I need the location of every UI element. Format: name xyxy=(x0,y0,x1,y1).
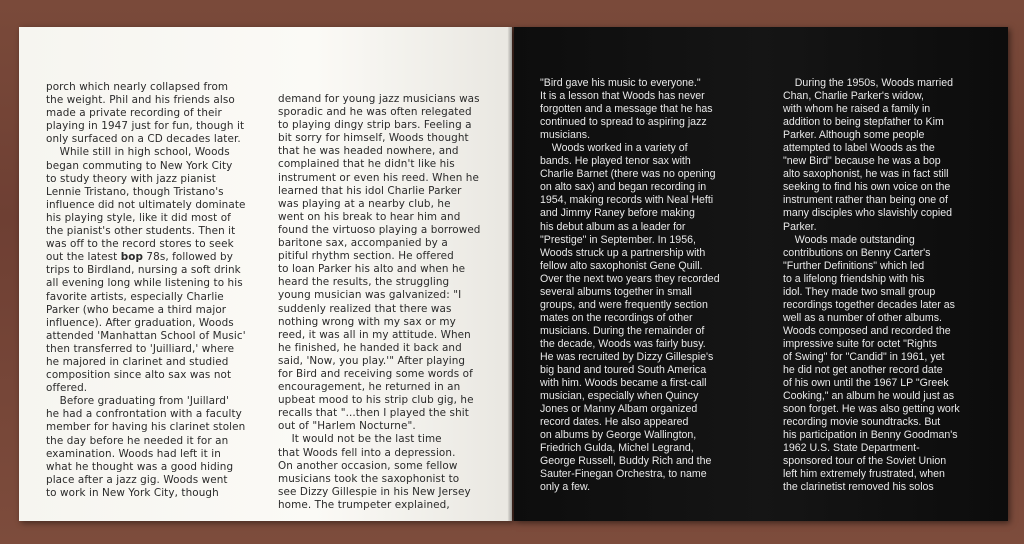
text-line: several albums together in small xyxy=(540,285,692,298)
text-line: to playing dingy strip bars. Feeling a xyxy=(278,119,472,132)
text-line: Woods composed and recorded the xyxy=(783,324,951,337)
text-line: bands. He played tenor sax with xyxy=(540,155,691,168)
text-line: upbeat mood to his strip club gig, he xyxy=(278,394,474,407)
text-line: pitiful rhythm section. He offered xyxy=(278,250,454,263)
text-line: recordings together decades later as xyxy=(783,298,955,311)
text-line: on alto sax) and began recording in xyxy=(540,181,707,194)
text-line: Woods made outstanding xyxy=(783,233,915,246)
text-line: During the 1950s, Woods married xyxy=(783,77,953,89)
text-line: only a few. xyxy=(540,481,591,494)
text-line: soon forget. He was also getting work xyxy=(783,403,960,416)
text-line: the weight. Phil and his friends also xyxy=(46,94,235,107)
text-line: mates on the recordings of other xyxy=(540,311,693,324)
text-line: It is a lesson that Woods has never xyxy=(540,90,705,103)
text-line: 1954, making records with Neal Hefti xyxy=(540,194,714,207)
text-line: Lennie Tristano, though Tristano's xyxy=(46,185,224,198)
text-line: home. The trumpeter explained, xyxy=(278,498,450,511)
text-line: on albums by George Wallington, xyxy=(540,429,697,442)
text-line: "Bird gave his music to everyone." xyxy=(540,77,701,89)
text-line: to study theory with jazz pianist xyxy=(46,172,216,185)
text-line: influence). After graduation, Woods xyxy=(46,316,234,329)
text-line: contributions on Benny Carter's xyxy=(783,246,931,259)
text-line: all evening long while listening to his xyxy=(46,277,243,290)
text-line: complained that he didn't like his xyxy=(278,158,455,171)
text-line: Chan, Charlie Parker's widow, xyxy=(783,90,924,103)
text-line: continued to spread to aspiring jazz xyxy=(540,116,707,129)
text-line: forgotten and a message that he has xyxy=(540,103,713,116)
text-line: "Further Definitions" which led xyxy=(783,259,925,272)
text-line: Charlie Barnet (there was no opening xyxy=(540,168,716,181)
text-line: attended 'Manhattan School of Music' xyxy=(46,329,246,342)
text-line: to a lifelong friendship with his xyxy=(783,272,925,285)
text-line: Parker (who became a third major xyxy=(46,303,227,316)
text-line: On another occasion, some fellow xyxy=(278,459,458,472)
text-line: musicians. During the remainder of xyxy=(540,324,705,337)
text-line: demand for young jazz musicians was xyxy=(278,93,480,105)
text-line: see Dizzy Gillespie in his New Jersey xyxy=(278,485,471,498)
text-line: idol. They made two small group xyxy=(783,285,936,298)
text-line: place after a jazz gig. Woods went xyxy=(46,473,228,486)
text-line: member for having his clarinet stolen xyxy=(46,421,246,434)
text-line: big band and toured South America xyxy=(540,364,707,377)
text-line: was off to the record stores to seek xyxy=(46,238,234,251)
text-line: found the virtuoso playing a borrowed xyxy=(278,223,481,236)
text-line: fellow alto saxophonist Gene Quill. xyxy=(540,259,703,272)
text-line: Over the next two years they recorded xyxy=(540,272,720,285)
text-line: the clarinetist removed his solos xyxy=(783,481,934,494)
text-line: recalls that "...then I played the shit xyxy=(278,407,469,420)
right-page-column-1 xyxy=(540,77,746,495)
text-line: his playing style, like it did most of xyxy=(46,211,231,224)
text-line: nothing wrong with my sax or my xyxy=(278,315,456,328)
text-line: to work in New York City, though xyxy=(46,486,219,499)
text-line: the decade, Woods was fairly busy. xyxy=(540,337,706,350)
text-line: out of "Harlem Nocturne". xyxy=(278,420,416,433)
right-page-column-2 xyxy=(783,77,985,495)
text-line: sporadic and he was often relegated xyxy=(278,106,472,119)
text-line: his participation in Benny Goodman's xyxy=(783,429,958,442)
text-line: suddenly realized that there was xyxy=(278,302,452,315)
text-line: instrument rather than being one of xyxy=(783,194,948,207)
text-line: addition to being stepfather to Kim xyxy=(783,116,944,129)
text-line: and Jimmy Raney before making xyxy=(540,207,695,220)
text-line: bit sorry for himself, Woods thought xyxy=(278,132,469,145)
text-line: Woods worked in a variety of xyxy=(540,142,688,155)
text-line: favorite artists, especially Charlie xyxy=(46,290,224,303)
text-line: Before graduating from 'Juillard' xyxy=(46,395,229,408)
text-line: Cooking," an album he would just as xyxy=(783,390,955,403)
text-line: he majored in clarinet and studied xyxy=(46,355,229,368)
text-line: of Swing" for "Candid" in 1961, yet xyxy=(783,350,945,363)
text-line: baritone sax, accompanied by a xyxy=(278,237,448,250)
text-line: groups, and were frequently section xyxy=(540,298,708,311)
text-line: offered. xyxy=(46,382,88,395)
text-line: many disciples who slavishly copied xyxy=(783,207,952,220)
booklet-left-page xyxy=(19,27,512,521)
text-line: It would not be the last time xyxy=(278,433,442,446)
text-line: said, 'Now, you play.'" After playing xyxy=(278,354,466,367)
text-line: learned that his idol Charlie Parker xyxy=(278,184,462,197)
text-line: George Russell, Buddy Rich and the xyxy=(540,455,712,468)
text-line: that Woods fell into a depression. xyxy=(278,446,456,459)
text-line: musicians took the saxophonist to xyxy=(278,472,460,485)
text-line: Jones or Manny Albam organized xyxy=(540,403,698,416)
text-line: his debut album as a leader for xyxy=(540,220,686,233)
text-line: While still in high school, Woods xyxy=(46,146,230,159)
text-line: went on his break to hear him and xyxy=(278,210,461,223)
text-line: that he was headed nowhere, and xyxy=(278,145,459,158)
left-page-column-1 xyxy=(46,81,252,500)
text-line: of his own until the 1967 LP "Greek xyxy=(783,377,949,390)
text-line: record dates. He also appeared xyxy=(540,416,689,429)
text-line: Friedrich Gulda, Michel Legrand, xyxy=(540,442,694,455)
text-line: he finished, he handed it back and xyxy=(278,341,462,354)
text-line: trips to Birdland, nursing a soft drink xyxy=(46,264,241,277)
text-line: influence did not ultimately dominate xyxy=(46,198,246,211)
text-line: "Prestige" in September. In 1956, xyxy=(540,233,696,246)
text-line: musician, especially when Quincy xyxy=(540,390,699,403)
text-line: to loan Parker his alto and when he xyxy=(278,263,466,276)
text-line: recording movie soundtracks. But xyxy=(783,416,941,429)
booklet-right-page xyxy=(514,27,1008,521)
text-line: with him. Woods became a first-call xyxy=(540,377,707,390)
text-line: Parker. Although some people xyxy=(783,129,925,142)
text-line: encouragement, he returned in an xyxy=(278,381,461,394)
text-line: He was recruited by Dizzy Gillespie's xyxy=(540,350,714,363)
text-line: porch which nearly collapsed from xyxy=(46,81,229,93)
text-line: with whom he raised a family in xyxy=(783,103,931,116)
text-line: left him extremely frustrated, when xyxy=(783,468,945,481)
text-line: heard the results, the struggling xyxy=(278,276,450,289)
text-line: for Bird and receiving some words of xyxy=(278,367,473,380)
text-line: alto saxophonist, he was in fact still xyxy=(783,168,949,181)
text-line: playing in 1947 just for fun, though it xyxy=(46,120,245,133)
text-line: seeking to find his own voice on the xyxy=(783,181,951,194)
text-line: out the latest bop 78s, followed by xyxy=(46,251,233,264)
text-line: sponsored tour of the Soviet Union xyxy=(783,455,947,468)
text-line: examination. Woods had left it in xyxy=(46,447,221,460)
text-line: impressive suite for octet "Rights xyxy=(783,337,937,350)
text-line: Parker. xyxy=(783,220,817,233)
text-line: only surfaced on a CD decades later. xyxy=(46,133,241,146)
text-line: what he thought was a good hiding xyxy=(46,460,234,473)
text-line: the pianist's other students. Then it xyxy=(46,225,236,238)
text-line: instrument or even his reed. When he xyxy=(278,171,479,184)
text-line: the day before he needed it for an xyxy=(46,434,229,447)
text-line: reed, it was all in my attitude. When xyxy=(278,328,471,341)
text-line: made a private recording of their xyxy=(46,107,222,120)
left-page-column-2 xyxy=(278,93,484,512)
text-line: he had a confrontation with a faculty xyxy=(46,408,242,421)
text-line: he did not get another record date xyxy=(783,364,943,377)
text-line: then transferred to 'Juilliard,' where xyxy=(46,342,235,355)
text-line: musicians. xyxy=(540,129,591,142)
text-line: Woods struck up a partnership with xyxy=(540,246,706,259)
text-line: began commuting to New York City xyxy=(46,159,233,172)
text-line: Sauter-Finegan Orchestra, to name xyxy=(540,468,707,481)
text-line: "new Bird" because he was a bop xyxy=(783,155,941,168)
text-line: 1962 U.S. State Department- xyxy=(783,442,920,455)
text-line: was playing at a nearby club, he xyxy=(278,197,451,210)
text-line: composition since alto sax was not xyxy=(46,369,232,382)
text-line: young musician was galvanized: "I xyxy=(278,289,462,302)
text-line: well as a number of other albums. xyxy=(783,311,942,324)
text-line: attempted to label Woods as the xyxy=(783,142,935,155)
